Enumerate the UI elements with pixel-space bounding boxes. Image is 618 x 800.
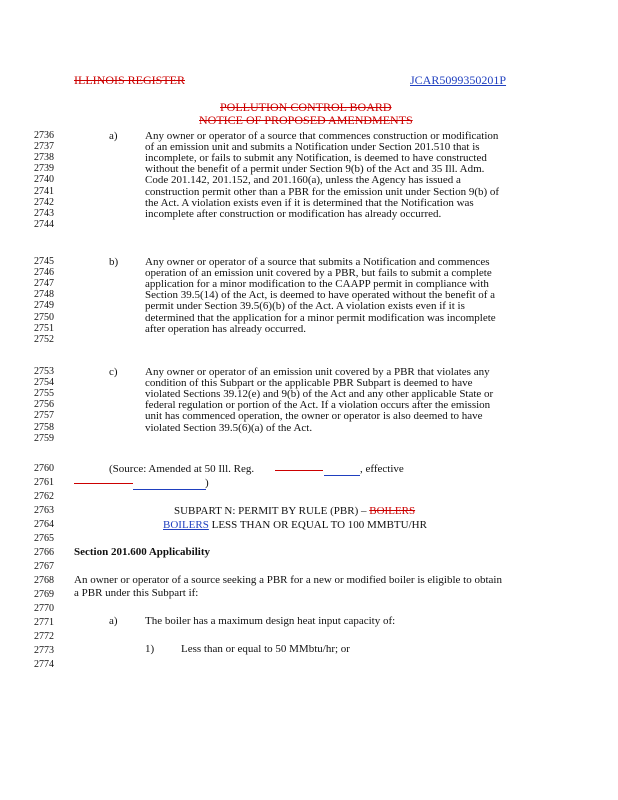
notice-title: NOTICE OF PROPOSED AMENDMENTS: [199, 113, 413, 127]
section-intro-2: a PBR under this Subpart if:: [74, 587, 199, 599]
line-number: 2773: [34, 645, 54, 656]
line-number: 2749: [34, 300, 54, 312]
para-b-line: application for a minor modification to the CAAPP permit in compliance with: [145, 278, 489, 291]
line-number: 2767: [34, 561, 54, 572]
section-intro-1: An owner or operator of a source seeking a PBR for a new or modified boiler is eligible to obtain: [74, 574, 502, 586]
line-number: 2764: [34, 519, 54, 530]
line-number: 2739: [34, 163, 54, 175]
line-number: 2761: [34, 477, 54, 488]
para-c-line: violated Section 39.5(6)(a) of the Act.: [145, 421, 313, 434]
para-c-line: Any owner or operator of an emission unit covered by a PBR that violates any: [145, 366, 490, 378]
para-c-line: violated Sections 39.12(e) and 9(b) of the Act and any other applicable State or: [145, 388, 494, 401]
para-b-line: operation of an emission unit covered by a PBR, but fails to submit a complete: [145, 267, 492, 280]
para-a-line: incomplete, or fails to submit any Notification, is deemed to have constructed: [145, 152, 487, 165]
line-number: 2745: [34, 256, 54, 267]
item-1-text: Less than or equal to 50 MMbtu/hr; or: [181, 643, 350, 655]
line-number: 2744: [34, 218, 54, 230]
para-a-line: incomplete after construction or modification has already occurred.: [145, 207, 442, 220]
line-number: 2756: [34, 399, 54, 411]
para-c-label: c): [109, 366, 118, 378]
line-number: 2736: [34, 130, 54, 141]
para-a-line: Code 201.142, 201.152, and 201.160(a), unless the Agency has issued a: [145, 174, 461, 187]
para-a-line: the Act. A violation exists even if it is determined that the Notification was: [145, 196, 474, 209]
subpart-title-main: SUBPART N: PERMIT BY RULE (PBR) –: [174, 505, 367, 517]
line-number: 2743: [34, 207, 54, 219]
line-number: 2737: [34, 141, 54, 153]
line-number: 2738: [34, 152, 54, 164]
line-number: 2766: [34, 547, 54, 558]
para-c-line: unit has commenced operation, the owner or operator is also deemed to have: [145, 410, 483, 423]
line-number: 2768: [34, 575, 54, 586]
subpart-deleted-word: BOILERS: [369, 505, 416, 517]
effective-blank-deleted: [74, 483, 133, 484]
line-number: 2770: [34, 603, 54, 614]
board-title: POLLUTION CONTROL BOARD: [220, 100, 392, 114]
line-number: 2758: [34, 421, 54, 433]
para-a-line: Any owner or operator of a source that commences construction or modification: [145, 130, 499, 142]
line-number: 2759: [34, 432, 54, 444]
item-a-text: The boiler has a maximum design heat input capacity of:: [145, 615, 396, 627]
source-effective: , effective: [360, 463, 404, 475]
source-blank-deleted: [275, 470, 323, 471]
source-close: ): [205, 477, 209, 489]
line-number: 2751: [34, 322, 54, 334]
para-a-line: of an emission unit and submits a Notification under Section 201.510 that is: [145, 141, 480, 154]
para-c-line: federal regulation or portion of the Act. If a violation occurs after the emission: [145, 399, 491, 412]
line-number: 2746: [34, 267, 54, 279]
para-b-line: Any owner or operator of a source that submits a Notification and commences: [145, 256, 490, 268]
subpart-title-line2: [163, 519, 427, 532]
source-text: (Source: Amended at 50 Ill. Reg.: [109, 463, 255, 475]
para-a-line: construction permit other than a PBR for the emission unit under Section 9(b) of: [145, 185, 500, 198]
line-number: 2765: [34, 533, 54, 544]
line-number: 2753: [34, 366, 54, 377]
para-c-line: condition of this Subpart or the applicable PBR Subpart is deemed to have: [145, 377, 473, 390]
line-number: 2752: [34, 333, 54, 345]
para-a-label: a): [109, 130, 118, 142]
line-number: 2755: [34, 388, 54, 400]
line-number: 2774: [34, 659, 54, 670]
para-b-label: b): [109, 256, 119, 268]
jcar-code: JCAR5099350201P: [410, 73, 507, 87]
line-number: 2769: [34, 589, 54, 600]
para-b-line: after operation has already occurred.: [145, 322, 306, 335]
source-blank-inserted: [324, 475, 360, 476]
subpart-title-rest: LESS THAN OR EQUAL TO 100 MMBTU/HR: [211, 519, 427, 531]
para-b-line: determined that the application for a minor permit modification was incomplete: [145, 311, 496, 324]
section-heading: Section 201.600 Applicability: [74, 546, 210, 558]
line-number: 2748: [34, 289, 54, 301]
line-number: 2742: [34, 196, 54, 208]
item-a-label: a): [109, 615, 118, 627]
item-1-label: 1): [145, 643, 155, 655]
line-number: 2741: [34, 185, 54, 197]
line-number: 2762: [34, 491, 54, 502]
line-number: 2772: [34, 631, 54, 642]
para-a-line: without the benefit of a permit under Section 9(b) of the Act and 35 Ill. Adm.: [145, 163, 485, 176]
para-b-line: permit under Section 39.5(6)(b) of the Act. A violation exists even if it is: [145, 300, 465, 313]
line-number: 2750: [34, 311, 54, 323]
line-number: 2747: [34, 278, 54, 290]
subpart-inserted-word: BOILERS: [163, 519, 209, 531]
line-number: 2771: [34, 617, 54, 628]
line-number: 2757: [34, 410, 54, 422]
para-b-line: Section 39.5(14) of the Act, is deemed to have operated without the benefit of a: [145, 289, 496, 302]
line-number: 2754: [34, 377, 54, 389]
effective-blank-inserted: [133, 489, 206, 490]
subpart-title: [174, 505, 415, 518]
line-number: 2763: [34, 505, 54, 516]
register-title: ILLINOIS REGISTER: [74, 73, 185, 87]
line-number: 2740: [34, 174, 54, 186]
line-number: 2760: [34, 463, 54, 474]
